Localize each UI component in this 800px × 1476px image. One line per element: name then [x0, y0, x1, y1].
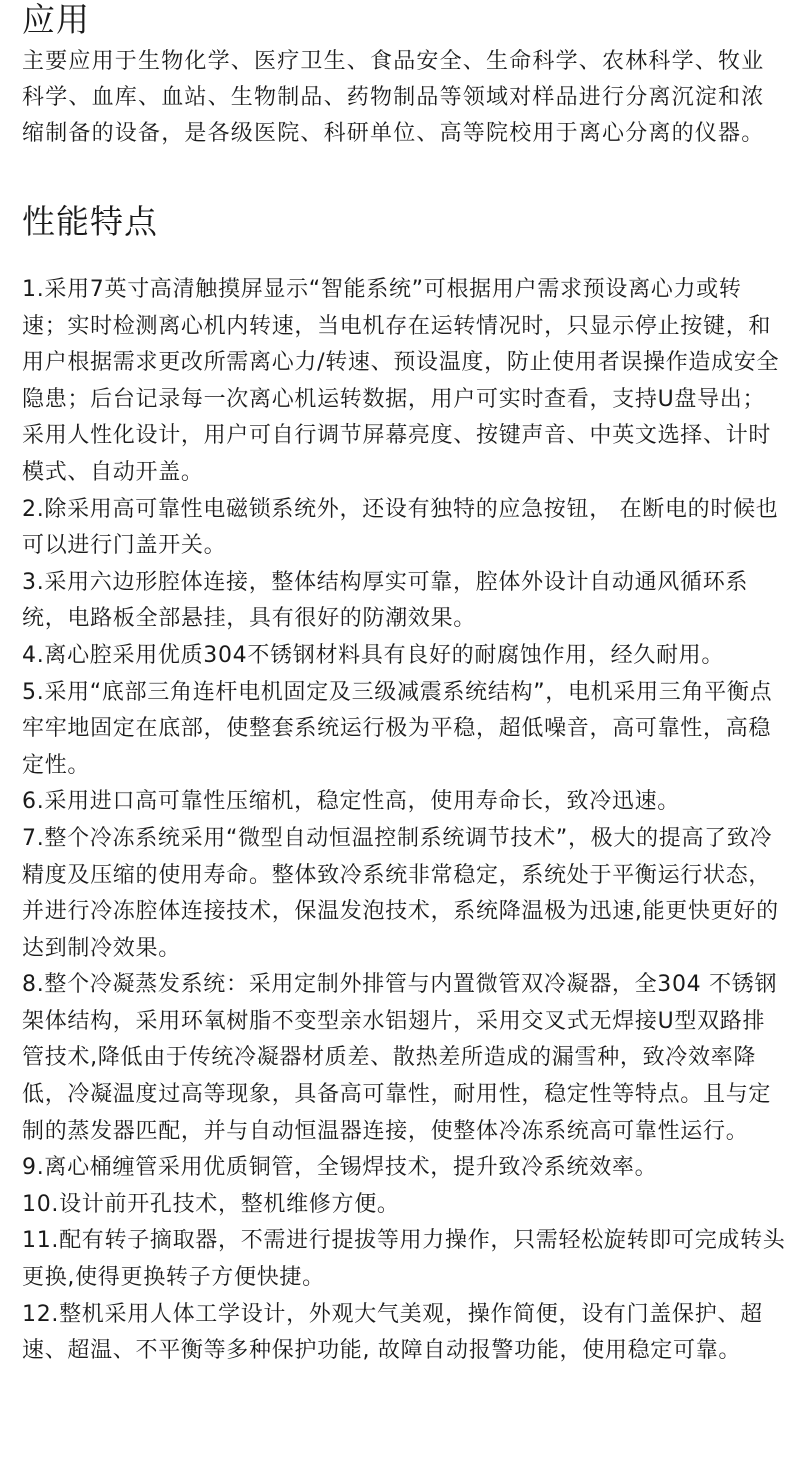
feature-item-12: 12.整机采用人体工学设计，外观大气美观，操作简便，设有门盖保护、超速、超温、不平衡等多种保护功能, 故障自动报警功能，使用稳定可靠。 [22, 1301, 763, 1364]
features-list [22, 272, 786, 1370]
application-paragraph: 主要应用于生物化学、医疗卫生、食品安全、生命科学、农林科学、牧业科学、血库、血站、生物制品、药物制品等领域对样品进行分离沉淀和浓缩制备的设备，是各级医院、科研单位、高等院校用于离心分离的仪器。 [22, 49, 765, 146]
feature-item-4: 4.离心腔采用优质304不锈钢材料具有良好的耐腐蚀作用，经久耐用。 [22, 642, 725, 668]
feature-item-6: 6.采用进口高可靠性压缩机，稳定性高，使用寿命长，致冷迅速。 [22, 789, 680, 815]
feature-item-10: 10.设计前开孔技术，整机维修方便。 [22, 1191, 400, 1217]
application-heading: 应用 [22, 0, 90, 39]
feature-item-9: 9.离心桶缠管采用优质铜管，全锡焊技术，提升致冷系统效率。 [22, 1155, 658, 1181]
feature-item-11: 11.配有转子摘取器，不需进行提拔等用力操作，只需轻松旋转即可完成转头更换,使得更换转子方便快捷。 [22, 1228, 786, 1291]
feature-item-2: 2.除采用高可靠性电磁锁系统外，还设有独特的应急按钮， 在断电的时候也可以进行门盖开关。 [22, 496, 779, 559]
feature-item-3: 3.采用六边形腔体连接，整体结构厚实可靠，腔体外设计自动通风循环系统，电路板全部悬挂，具有很好的防潮效果。 [22, 569, 749, 632]
feature-item-8: 8.整个冷凝蒸发系统：采用定制外排管与内置微管双冷凝器，全304 不锈钢架体结构，采用环氧树脂不变型亲水铝翅片，采用交叉式无焊接U型双路排管技术,降低由于传统冷凝器材质差、散热差所造成的漏雪种，致冷效率降低，冷凝温度过高等现象，具备高可靠性，耐用性，稳定性等特点。且与定制的蒸发器匹配，并与自动恒温器连接，使整体冷冻系统高可靠性运行。 [22, 972, 778, 1144]
feature-item-7: 7.整个冷冻系统采用“微型自动恒温控制系统调节技术”，极大的提高了致冷精度及压缩的使用寿命。整体致冷系统非常稳定，系统处于平衡运行状态，并进行冷冻腔体连接技术，保温发泡技术，系统降温极为迅速,能更快更好的达到制冷效果。 [22, 825, 779, 961]
features-heading: 性能特点 [22, 202, 158, 241]
feature-item-1: 1.采用7英寸高清触摸屏显示“智能系统”可根据用户需求预设离心力或转速；实时检测离心机内转速，当电机存在运转情况时，只显示停止按键，和用户根据需求更改所需离心力/转速、预设温度，防止使用者误操作造成安全隐患；后台记录每一次离心机运转数据，用户可实时查看，支持U盘导出；采用人性化设计，用户可自行调节屏幕亮度、按键声音、中英文选择、计时模式、自动开盖。 [22, 277, 780, 485]
feature-item-5: 5.采用“底部三角连杆电机固定及三级减震系统结构”，电机采用三角平衡点牢牢地固定在底部，使整套系统运行极为平稳，超低噪音，高可靠性，高稳定性。 [22, 679, 773, 778]
